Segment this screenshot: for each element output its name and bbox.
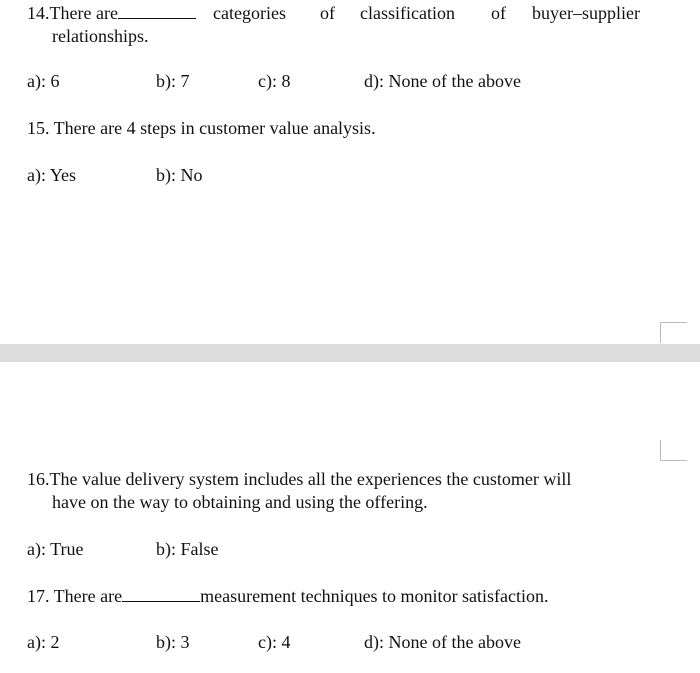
question-14-text-before: There are <box>49 3 118 23</box>
page-margin-corner-mark-bottom <box>660 440 687 461</box>
document-page-bottom <box>0 362 700 673</box>
question-16-line-1 <box>27 468 571 490</box>
question-17-text-after: measurement techniques to monitor satisfaction. <box>200 586 549 606</box>
question-15-text: 15. There are 4 steps in customer value analysis. <box>27 118 376 138</box>
question-17-option-d: d): None of the above <box>364 632 521 652</box>
question-14-blank <box>118 2 196 19</box>
question-16-option-a: a): True <box>27 539 84 559</box>
question-14-number: 14. <box>27 3 50 23</box>
question-17-option-b: b): 3 <box>156 632 190 652</box>
question-14-line-2: relationships. <box>52 26 149 46</box>
question-14-word-of-2: of <box>491 3 506 23</box>
question-16-line-1-text: The value delivery system includes all the experiences the customer will <box>49 469 572 489</box>
question-17-line <box>27 585 549 607</box>
question-14-option-c: c): 8 <box>258 71 291 91</box>
question-14-line-1 <box>27 2 196 24</box>
question-14-word-classification: classification <box>360 3 455 23</box>
question-14-word-of-1: of <box>320 3 335 23</box>
question-15-option-b: b): No <box>156 165 203 185</box>
question-16-line-2: have on the way to obtaining and using the offering. <box>52 492 428 512</box>
question-14-option-a: a): 6 <box>27 71 60 91</box>
question-14-option-d: d): None of the above <box>364 71 521 91</box>
question-15-option-a: a): Yes <box>27 165 77 185</box>
question-14-option-b: b): 7 <box>156 71 190 91</box>
question-17-blank <box>122 585 200 602</box>
page-margin-corner-mark <box>660 322 687 343</box>
question-17-option-a: a): 2 <box>27 632 60 652</box>
page-break-gap <box>0 344 700 362</box>
question-16-number: 16. <box>27 469 50 489</box>
question-16-option-b: b): False <box>156 539 219 559</box>
question-14-word-categories: categories <box>213 3 286 23</box>
question-14-word-buyer-supplier: buyer–supplier <box>532 3 640 23</box>
question-17-option-c: c): 4 <box>258 632 291 652</box>
question-17-text-before: 17. There are <box>27 586 123 606</box>
